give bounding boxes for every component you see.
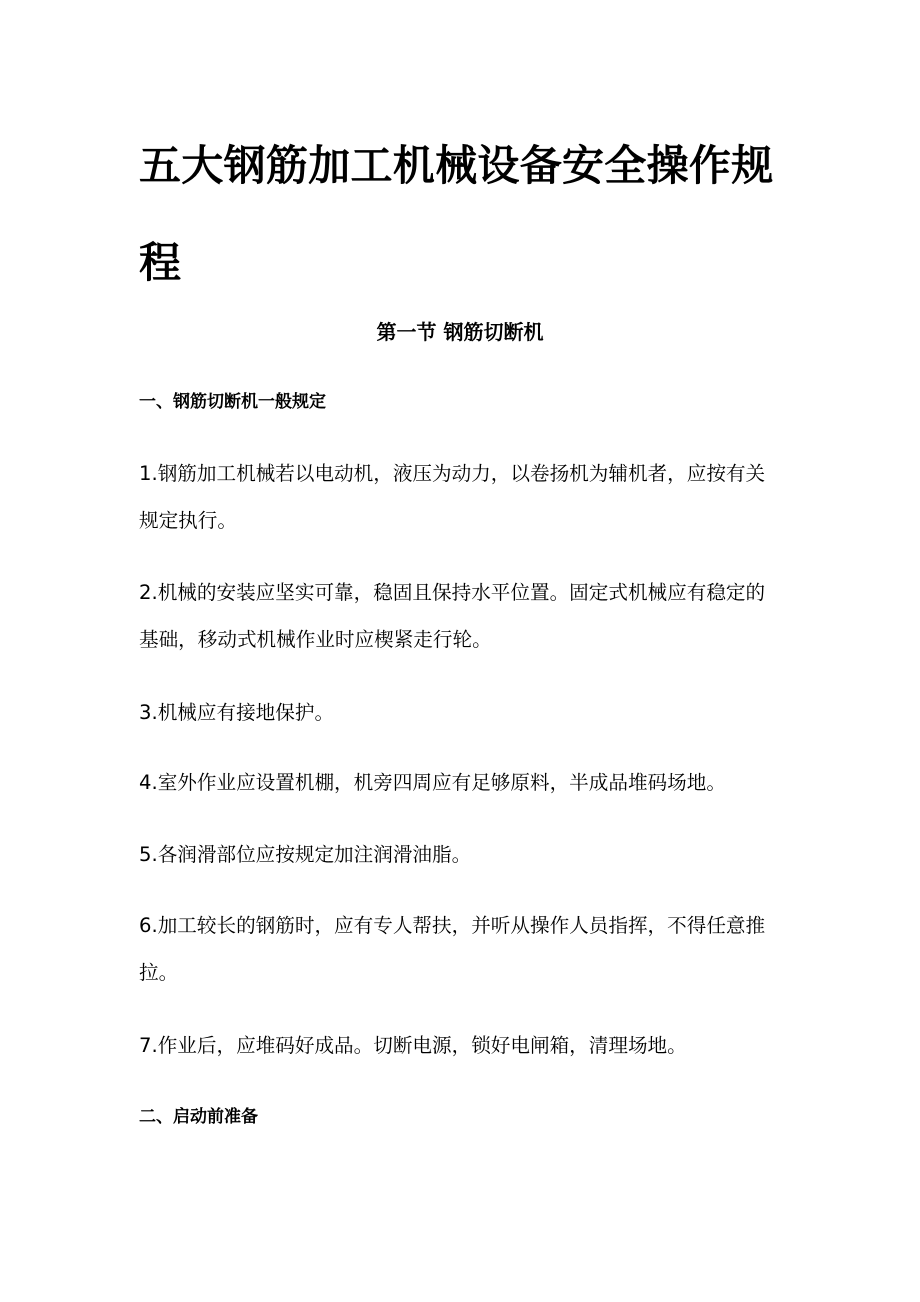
subheading-startup-preparation: 二、启动前准备 — [139, 1107, 258, 1127]
paragraph-4: 4.室外作业应设置机棚，机旁四周应有足够原料，半成品堆码场地。 — [139, 771, 726, 794]
paragraph-6: 6.加工较长的钢筋时，应有专人帮扶，并听从操作人员指挥，不得任意推拉。 — [139, 914, 766, 984]
paragraph-2: 2.机械的安装应坚实可靠，稳固且保持水平位置。固定式机械应有稳定的基础，移动式机械作业时应楔紧走行轮。 — [139, 581, 766, 651]
paragraph-3: 3.机械应有接地保护。 — [139, 701, 335, 724]
document-title: 五大钢筋加工机械设备安全操作规程 — [139, 141, 774, 287]
paragraph-1: 1.钢筋加工机械若以电动机，液压为动力，以卷扬机为辅机者，应按有关规定执行。 — [139, 462, 766, 532]
subheading-general-rules: 一、钢筋切断机一般规定 — [139, 392, 326, 412]
paragraph-5: 5.各润滑部位应按规定加注润滑油脂。 — [139, 843, 472, 866]
paragraph-7: 7.作业后，应堆码好成品。切断电源，锁好电闸箱，清理场地。 — [139, 1034, 687, 1057]
section-title: 第一节 钢筋切断机 — [376, 320, 544, 344]
